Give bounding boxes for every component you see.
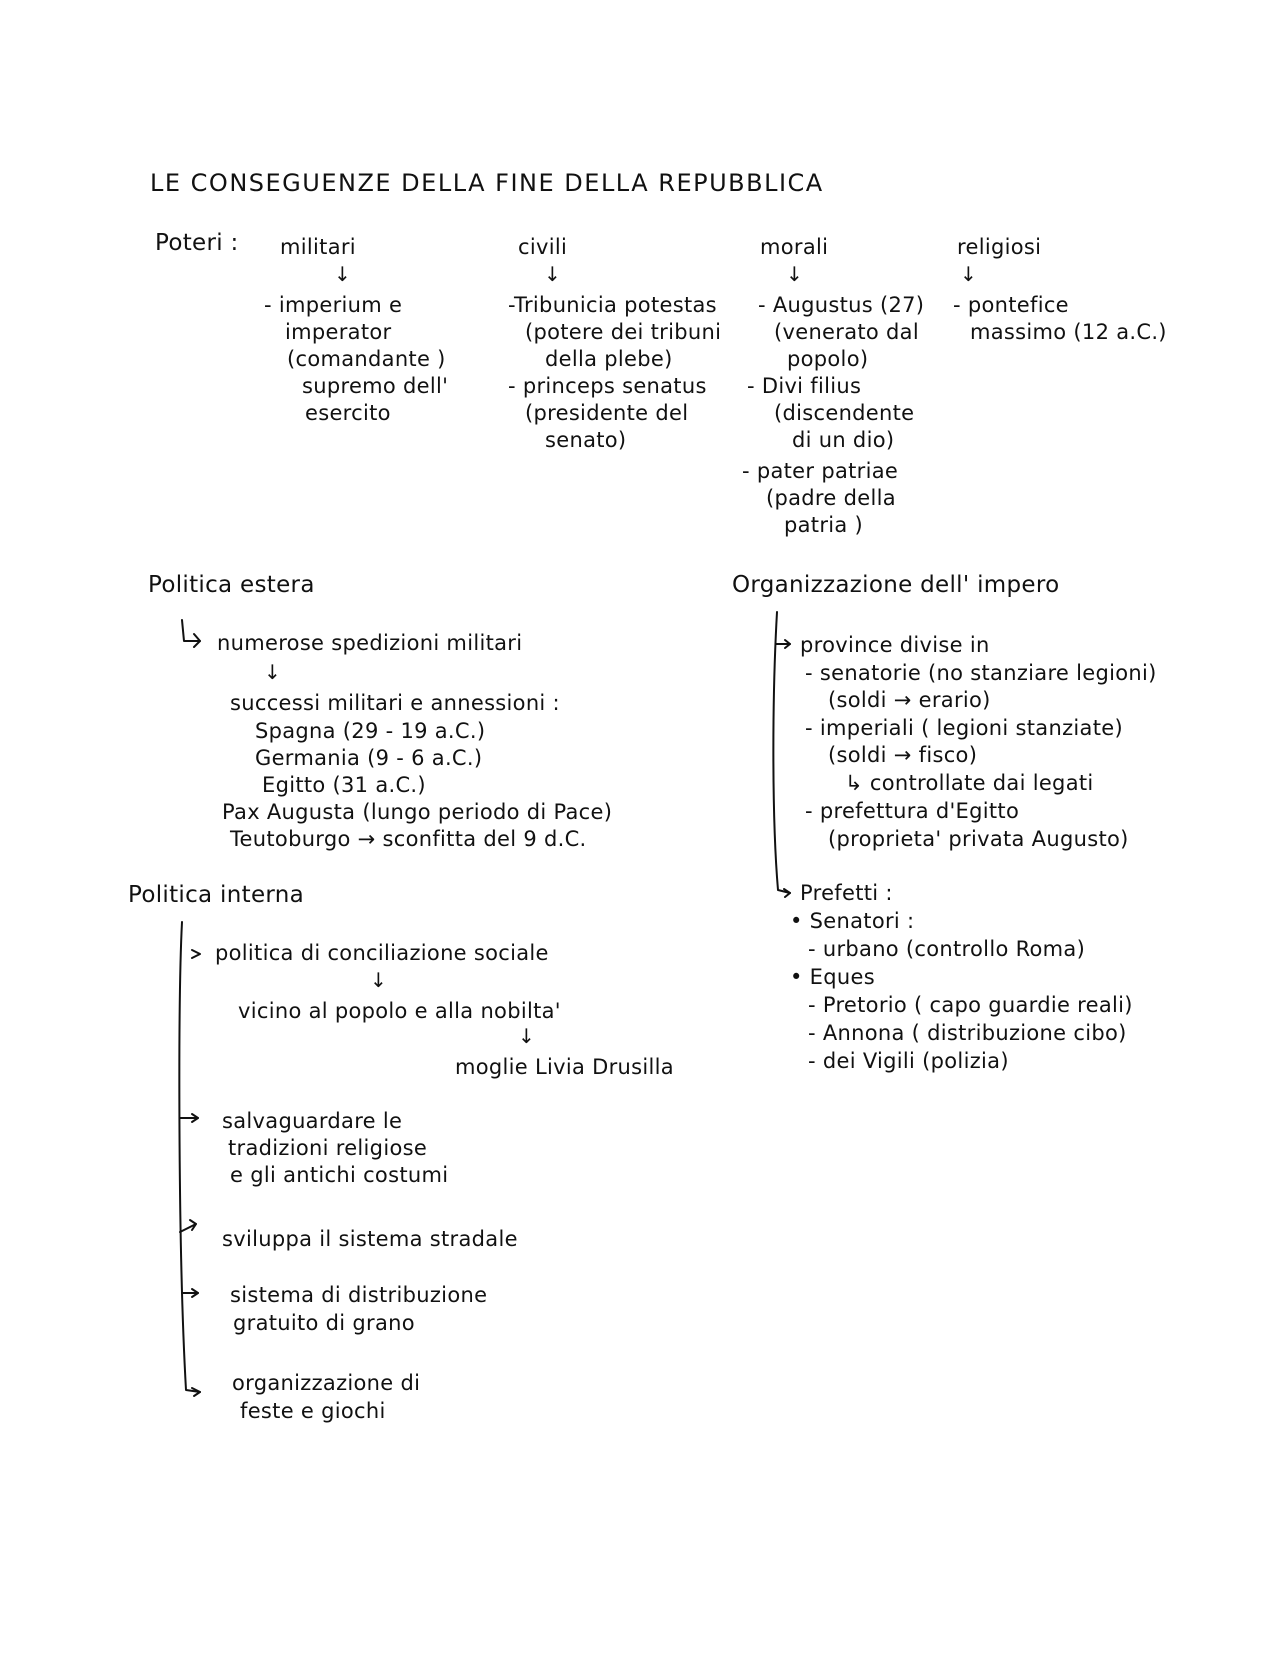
down-arrow-icon: ↓ [960,262,977,286]
impero-line: - senatorie (no stanziare legioni) [805,661,1157,685]
impero-line: • Eques [790,965,875,989]
down-arrow-icon: ↓ [518,1024,535,1048]
impero-line: • Senatori : [790,909,915,933]
politica-estera-heading: Politica estera [148,572,315,598]
organizzazione-impero-heading: Organizzazione dell' impero [732,572,1060,598]
down-arrow-icon: ↓ [370,968,387,992]
morali-line: (venerato dal [774,320,919,344]
militari-line: (comandante ) [287,347,446,371]
impero-line: - imperiali ( legioni stanziate) [805,716,1123,740]
impero-line: Prefetti : [800,881,893,905]
morali-line: - Divi filius [747,374,862,398]
interna-line: gratuito di grano [233,1311,415,1335]
civili-line: -Tribunicia potestas [508,293,717,317]
civili-line: senato) [545,428,627,452]
impero-line: - Annona ( distribuzione cibo) [808,1021,1127,1045]
estera-line: Teutoburgo → sconfitta del 9 d.C. [230,827,587,851]
interna-line: moglie Livia Drusilla [455,1055,674,1079]
interna-line: feste e giochi [240,1399,386,1423]
interna-line: salvaguardare le [222,1109,403,1133]
impero-line: - dei Vigili (polizia) [808,1049,1009,1073]
impero-line: ↳ controllate dai legati [845,771,1094,795]
religiosi-line: - pontefice [953,293,1069,317]
interna-line: vicino al popolo e alla nobilta' [238,999,561,1023]
morali-line: (discendente [774,401,915,425]
militari-line: esercito [305,401,391,425]
morali-line: (padre della [766,486,896,510]
morali-line: patria ) [784,513,864,537]
impero-line: province divise in [800,633,990,657]
impero-line: - urbano (controllo Roma) [808,937,1086,961]
morali-line: di un dio) [792,428,895,452]
civili-line: della plebe) [545,347,673,371]
interna-line: sistema di distribuzione [230,1283,488,1307]
civili-heading: civili [518,235,568,259]
interna-line: organizzazione di [232,1371,421,1395]
down-arrow-icon: ↓ [264,660,281,684]
estera-line: Spagna (29 - 19 a.C.) [255,719,486,743]
morali-heading: morali [760,235,829,259]
morali-line: - Augustus (27) [758,293,925,317]
impero-line: (proprieta' privata Augusto) [828,827,1129,851]
civili-line: (presidente del [525,401,689,425]
estera-line: successi militari e annessioni : [230,691,560,715]
page-title: LE CONSEGUENZE DELLA FINE DELLA REPUBBLICA [150,169,824,197]
impero-line: (soldi → fisco) [828,743,978,767]
estera-line: Pax Augusta (lungo periodo di Pace) [222,800,613,824]
morali-line: - pater patriae [742,459,899,483]
impero-line: (soldi → erario) [828,688,991,712]
down-arrow-icon: ↓ [544,262,561,286]
estera-line: Germania (9 - 6 a.C.) [255,746,483,770]
militari-heading: militari [280,235,356,259]
civili-line: - princeps senatus [508,374,707,398]
morali-line: popolo) [787,347,869,371]
impero-line: - Pretorio ( capo guardie reali) [808,993,1133,1017]
religiosi-line: massimo (12 a.C.) [970,320,1167,344]
politica-interna-heading: Politica interna [128,882,305,908]
estera-line: numerose spedizioni militari [217,631,523,655]
interna-line: politica di conciliazione sociale [215,941,549,965]
religiosi-heading: religiosi [957,235,1042,259]
militari-line: imperator [285,320,392,344]
poteri-label: Poteri : [155,230,239,256]
civili-line: (potere dei tribuni [525,320,722,344]
militari-line: supremo dell' [302,374,449,398]
impero-line: - prefettura d'Egitto [805,799,1020,823]
down-arrow-icon: ↓ [334,262,351,286]
interna-line: sviluppa il sistema stradale [222,1227,518,1251]
down-arrow-icon: ↓ [786,262,803,286]
interna-line: e gli antichi costumi [230,1163,449,1187]
estera-line: Egitto (31 a.C.) [262,773,426,797]
militari-line: - imperium e [264,293,403,317]
interna-line: tradizioni religiose [228,1136,428,1160]
